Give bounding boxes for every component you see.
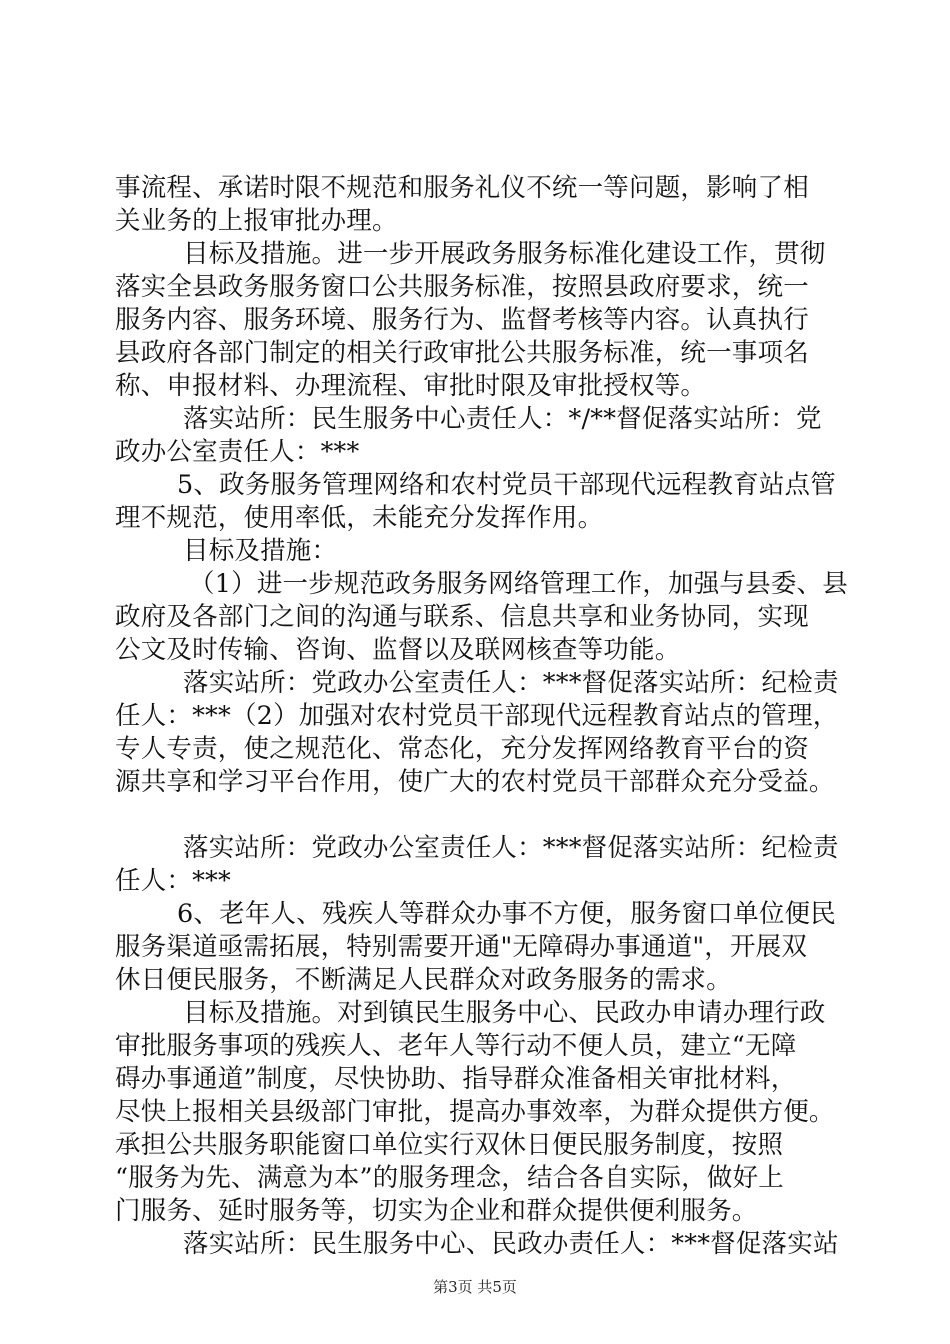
text-line: 审批服务事项的残疾人、老年人等行动不便人员，建立“无障 xyxy=(115,1031,797,1061)
text-line: （1）进一步规范政务服务网络管理工作，加强与县委、县 xyxy=(189,569,848,599)
text-line: 县政府各部门制定的相关行政审批公共服务标准，统一事项名 xyxy=(115,338,809,368)
text-line: 落实站所：民生服务中心、民政办责任人：***督促落实站 xyxy=(183,1229,839,1259)
text-line: 理不规范，使用率低，未能充分发挥作用。 xyxy=(115,503,604,533)
page-number-footer: 第3页 共5页 xyxy=(433,1278,517,1296)
blank-line xyxy=(115,799,845,832)
text-line: 碍办事通道”制度，尽快协助、指导群众准备相关审批材料， xyxy=(115,1064,797,1094)
text-line: 关业务的上报审批办理。 xyxy=(115,206,398,236)
text-line: 6、老年人、残疾人等群众办事不方便，服务窗口单位便民 xyxy=(177,899,836,929)
text-line: 承担公共服务职能窗口单位实行双休日便民服务制度，按照 xyxy=(115,1130,784,1160)
text-line: 目标及措施： xyxy=(183,536,338,566)
text-line: 休日便民服务，不断满足人民群众对政务服务的需求。 xyxy=(115,965,732,995)
text-line: 政办公室责任人：*** xyxy=(115,437,360,467)
text-line: 专人专责，使之规范化、常态化，充分发挥网络教育平台的资 xyxy=(115,734,809,764)
text-line: 门服务、延时服务等，切实为企业和群众提供便利服务。 xyxy=(115,1196,758,1226)
text-line: 政府及各部门之间的沟通与联系、信息共享和业务协同，实现 xyxy=(115,602,809,632)
text-line: 落实站所：党政办公室责任人：***督促落实站所：纪检责 xyxy=(183,833,839,863)
document-body xyxy=(115,172,848,1261)
text-line: 任人：*** xyxy=(115,866,231,896)
text-line: “服务为先、满意为本”的服务理念，结合各自实际，做好上 xyxy=(115,1163,784,1193)
text-line: 公文及时传输、咨询、监督以及联网核查等功能。 xyxy=(115,635,681,665)
text-line: 目标及措施。对到镇民生服务中心、民政办申请办理行政 xyxy=(183,998,826,1028)
text-line: 尽快上报相关县级部门审批，提高办事效率，为群众提供方便。 xyxy=(115,1097,835,1127)
text-line: 称、申报材料、办理流程、审批时限及审批授权等。 xyxy=(115,371,707,401)
text-line: 落实站所：党政办公室责任人：***督促落实站所：纪检责 xyxy=(183,668,839,698)
text-line: 落实全县政务服务窗口公共服务标准，按照县政府要求，统一 xyxy=(115,272,809,302)
text-line: 源共享和学习平台作用，使广大的农村党员干部群众充分受益。 xyxy=(115,767,835,797)
text-line: 落实站所：民生服务中心责任人：*/**督促落实站所：党 xyxy=(183,404,822,434)
text-line: 服务内容、服务环境、服务行为、监督考核等内容。认真执行 xyxy=(115,305,809,335)
text-line: 目标及措施。进一步开展政务服务标准化建设工作，贯彻 xyxy=(183,239,826,269)
text-line: 5、政务服务管理网络和农村党员干部现代远程教育站点管 xyxy=(177,470,836,500)
text-line: 事流程、承诺时限不规范和服务礼仪不统一等问题，影响了相 xyxy=(115,173,809,203)
text-line: 任人：***（2）加强对农村党员干部现代远程教育站点的管理， xyxy=(115,701,839,731)
text-line: 服务渠道亟需拓展，特别需要开通"无障碍办事通道"，开展双 xyxy=(115,932,808,962)
